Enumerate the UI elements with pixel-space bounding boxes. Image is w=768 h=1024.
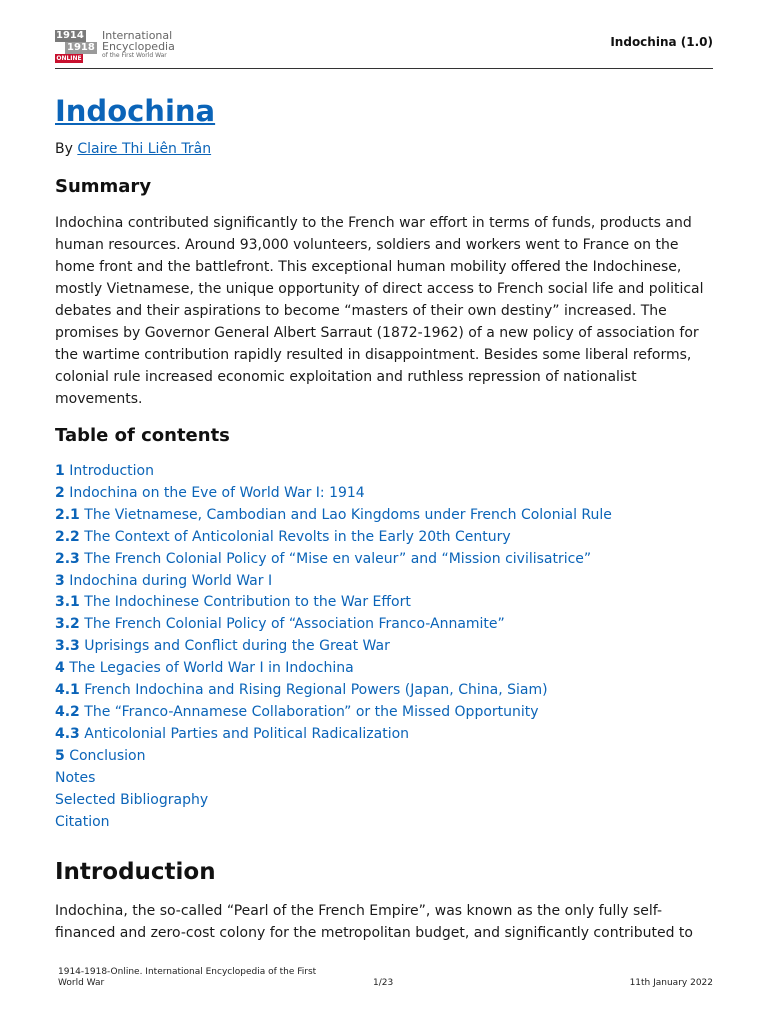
footer-page-number: 1/23 bbox=[373, 978, 394, 988]
toc-item-label: Uprisings and Conflict during the Great War bbox=[84, 638, 390, 655]
logo-line-3: of the First World War bbox=[102, 52, 167, 59]
toc-item-label: The “Franco-Annamese Collaboration” or the Missed Opportunity bbox=[84, 703, 539, 720]
toc-item-number: 3.1 bbox=[55, 594, 80, 611]
toc-item[interactable] bbox=[55, 483, 612, 505]
running-title: Indochina (1.0) bbox=[610, 35, 713, 49]
toc-item-number: 2.1 bbox=[55, 506, 80, 523]
toc-item[interactable] bbox=[55, 549, 612, 571]
footer-source: 1914-1918-Online. International Encyclopedia of the First World War bbox=[58, 967, 317, 988]
toc-item-number: 4.2 bbox=[55, 703, 80, 720]
logo-text bbox=[102, 30, 175, 60]
author-link[interactable]: Claire Thi Liên Trân bbox=[77, 141, 212, 157]
toc-item[interactable] bbox=[55, 614, 612, 636]
footer-date: 11th January 2022 bbox=[629, 978, 713, 988]
toc-item-label: Anticolonial Parties and Political Radicalization bbox=[84, 725, 410, 742]
toc-item-label: The Vietnamese, Cambodian and Lao Kingdoms under French Colonial Rule bbox=[84, 506, 612, 523]
logo-line-2: Encyclopedia bbox=[102, 40, 175, 53]
toc-item[interactable] bbox=[55, 680, 612, 702]
toc-item[interactable] bbox=[55, 658, 612, 680]
toc-item-label: Indochina during World War I bbox=[69, 572, 273, 589]
toc-item-label: Indochina on the Eve of World War I: 1914 bbox=[69, 484, 365, 501]
toc-item[interactable] bbox=[55, 461, 612, 483]
toc-item-label: The French Colonial Policy of “Association Franco-Annamite” bbox=[84, 616, 505, 633]
toc-item-label: Introduction bbox=[69, 463, 154, 479]
toc-item[interactable] bbox=[55, 790, 612, 812]
toc-item-label: Citation bbox=[55, 813, 110, 830]
toc-item-number: 3.3 bbox=[55, 638, 80, 655]
summary-heading: Summary bbox=[55, 176, 152, 197]
toc-item[interactable] bbox=[55, 746, 612, 768]
logo-year-top: 1914 bbox=[55, 30, 86, 42]
logo-line-1: International bbox=[102, 29, 173, 42]
toc-item[interactable] bbox=[55, 812, 612, 834]
logo-year-bottom: 1918 bbox=[65, 42, 97, 54]
toc-item-label: The French Colonial Policy of “Mise en valeur” and “Mission civilisatrice” bbox=[84, 550, 592, 567]
toc-item-label: French Indochina and Rising Regional Powers (Japan, China, Siam) bbox=[84, 682, 548, 699]
toc-item-number: 1 bbox=[55, 463, 65, 479]
toc-item-number: 3 bbox=[55, 572, 65, 589]
toc-item-number: 2.2 bbox=[55, 528, 80, 545]
toc-item-label: The Indochinese Contribution to the War Effort bbox=[84, 594, 411, 611]
introduction-text: Indochina, the so-called “Pearl of the French Empire”, was known as the only fully self-financed and zero-cost colony for the metropolitan budget, and significantly contributed to bbox=[55, 903, 693, 941]
toc-item-number: 5 bbox=[55, 747, 65, 764]
toc-item-number: 4.1 bbox=[55, 682, 80, 699]
toc-item[interactable] bbox=[55, 527, 612, 549]
toc-item[interactable] bbox=[55, 768, 612, 790]
logo-online-badge: ONLINE bbox=[56, 55, 82, 62]
toc-item-number: 3.2 bbox=[55, 616, 80, 633]
toc-item-label: Selected Bibliography bbox=[55, 791, 209, 808]
toc-item[interactable] bbox=[55, 636, 612, 658]
toc-item-number: 4 bbox=[55, 660, 65, 677]
toc-item-label: The Legacies of World War I in Indochina bbox=[69, 660, 354, 677]
page-header bbox=[55, 28, 713, 69]
toc-item[interactable] bbox=[55, 505, 612, 527]
toc-heading: Table of contents bbox=[55, 425, 230, 446]
summary-text: Indochina contributed significantly to the French war effort in terms of funds, products and human resources. Around 93,000 volunteers, soldiers and workers went to France on the home front and the battlefront. This exceptional human mobility offered the Indochinese, mostly Vietnamese, the unique opportunity of direct access to French social life and political debates and their aspirations to become “masters of their own destiny” increased. The promises by Governor General Albert Sarraut (1872-1962) of a new policy of association for the wartime contribution rapidly resulted in disappointment. Besides some liberal reforms, colonial rule increased economic exploitation and ruthless repression of nationalist movements. bbox=[55, 215, 704, 407]
encyclopedia-logo[interactable] bbox=[55, 30, 175, 64]
toc-item-label: Notes bbox=[55, 769, 96, 786]
toc-item[interactable] bbox=[55, 571, 612, 593]
byline-prefix: By bbox=[55, 141, 73, 157]
toc-item-number: 2.3 bbox=[55, 550, 80, 567]
toc-item[interactable] bbox=[55, 724, 612, 746]
toc-item-label: The Context of Anticolonial Revolts in the Early 20th Century bbox=[84, 528, 511, 545]
article-title[interactable]: Indochina bbox=[55, 94, 216, 128]
table-of-contents bbox=[55, 461, 612, 833]
introduction-heading: Introduction bbox=[55, 859, 216, 885]
toc-item[interactable] bbox=[55, 702, 612, 724]
toc-item-number: 4.3 bbox=[55, 725, 80, 742]
toc-item-label: Conclusion bbox=[69, 747, 146, 764]
byline bbox=[55, 141, 211, 157]
toc-item[interactable] bbox=[55, 592, 612, 614]
toc-item-number: 2 bbox=[55, 484, 65, 501]
logo-mark-icon bbox=[55, 30, 99, 64]
